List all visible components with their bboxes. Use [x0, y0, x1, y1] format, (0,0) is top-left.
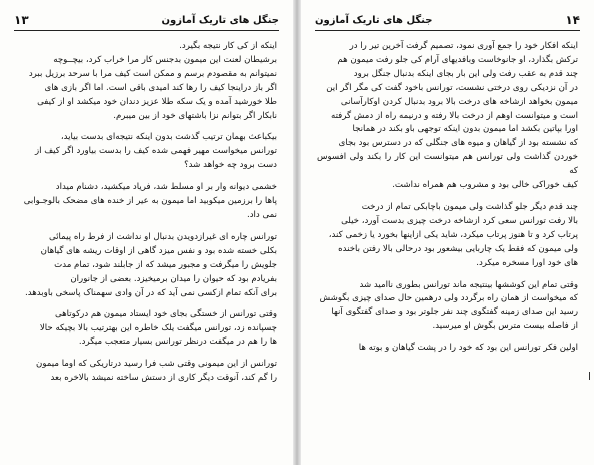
text-line: ولی میمون که فقط یک چاربایی بیشعور بود درحالی بالا رفتن باخنده [338, 243, 578, 254]
paragraph [16, 308, 277, 350]
text-line: نمیتوانم به مقصودم برسم و ممکن است کیف مرا با سرحد برزیل ببرد [28, 68, 277, 79]
book-gutter [293, 0, 301, 465]
text-line: در آن نزدیکی روی درختی نشست، تورانس باخود گفت کی مگر اگر این [326, 82, 578, 93]
text-line: نمی داد. [246, 209, 277, 220]
text-line: خوردن گذاشت ولی تورانس هم میتوانست این کار را بکند ولی افسوس که [317, 152, 578, 177]
right-page-header [315, 10, 580, 31]
text-line: بیکباعث بهمان ترتیب گذشت بدون اینکه نتیجه‌ای بدست بیاید، [60, 132, 277, 143]
text-line: نابکار اگر بتوانم نزا باشتهای خود از بین میبرم. [113, 110, 277, 121]
text-line: خشمی دیوانه وار بر او مسلط شد، فریاد میکشید، دشنام میداد [55, 182, 277, 193]
text-line: میمون بخواهد ازشاخه های درخت بالا برود بدنبال کردن اوکارآسانی [340, 96, 578, 107]
text-line: اینکه افکار خود را جمع آوری نمود، تصمیم گرفت آخرین تیر را در [349, 41, 578, 51]
right-page-body [317, 40, 578, 459]
text-line: جلویش را میگرفت و مجبور میشد که از جابلند شود، تمام مدت [54, 259, 277, 270]
text-line: چند قدم به عقب رفت ولی این بار بجای اینکه بدنبال جنگل برود [353, 68, 578, 79]
page-number: ۱۳ [14, 13, 29, 27]
text-line: طلا خورشید آمده و یک سکه طلا عزیز دندان خود میکشد او از کیفی [37, 96, 277, 107]
text-line: اورا بپاتین بکشد اما میمون بدون اینکه توجهی باو بکند در همانجا [352, 124, 578, 135]
paragraph [16, 131, 277, 173]
text-line: تورانس چاره ای غیرازدویدن بدنبال او نداشت از فرط راه پیمائی [48, 231, 277, 242]
paragraph [16, 181, 277, 223]
left-page-body [16, 40, 277, 459]
text-line: وقتی تمام این کوششها بینتیجه ماند تورانس بطوری ناامید شد [359, 279, 578, 290]
right-page [301, 0, 594, 465]
text-line: وقتی تورانس از خستگی بجای خود ایستاد میمون هم درکوتاهی [54, 309, 277, 320]
text-line: تورانس از این میمونی وقتی شب فرا رسید درتاریکی که اوما میمون [36, 359, 277, 370]
text-line: برشیطان لعنت این میمون بدجنس کار مرا خراب کرد، بیچــوچه [53, 54, 277, 65]
text-line: که نشسته بود از گیاهان و میوه های جنگلی که در دسترس بود بجای [338, 138, 578, 149]
text-line: های خود اورا مسخره میکرد. [476, 257, 578, 268]
text-line: چسپانده زد، تورانس میگفت یلک خاطره این بهترتیب بالا بچیکه حالا [39, 323, 277, 334]
text-line: ها را هم در میگفت درنظر تورانس بسیار متعجب میگرد. [78, 337, 277, 348]
text-line: که میخواست از همان راه برگردد ولی درهمین حال صدای چیزی بگوشش [319, 293, 578, 304]
left-page [0, 0, 293, 465]
paragraph [16, 358, 277, 386]
text-line: پاها را برزمین میکوبید اما میمون به عیر از خنده های مضحک بالوجـوابی [23, 196, 277, 207]
text-line: دست برود چه خواهد شد؟ [184, 160, 277, 171]
text-line: تورانس میخواست مهیر فهمی شده کیف را بدست بیاورد اگر کیف از [34, 146, 277, 157]
running-title: جنگل های تاریک آمازون [161, 14, 279, 26]
text-line: را گم کند، آنوقت دیگر کاری از دستش ساخته نمیشد بالاخره بعد [50, 373, 277, 384]
text-line: اگر باز دراینجا کیف را رها کند امیدی باقی است. اما اگر بازی های [44, 82, 277, 93]
text-line: برای آنکه تمام ازکسی نمی آید که در آن وادی سهمناک پاسخی باوبدهد. [25, 287, 277, 298]
running-title: جنگل های تاریک آمازون [315, 14, 433, 26]
paragraph [16, 231, 277, 301]
paragraph [317, 342, 578, 356]
text-line: بفریادم بود که حیوان را میدان برمیخیزد. بعضی از جانوران [70, 273, 277, 284]
text-line: رسید این صدای زمینه گفتگوی چند نفر جلوتر بود و صدای گفتگوی آنها [331, 307, 578, 318]
paragraph [317, 201, 578, 271]
paragraph [16, 40, 277, 123]
paragraph [317, 40, 578, 193]
margin-mark [589, 372, 590, 380]
text-line: ترکش بگذارد، او جانوخاست وبافدیهای آرام کی جلو رفت میمون هم [337, 54, 578, 65]
text-line: پرتاب کرد و تا هنوز پرتاب میکرد، شاید یکی ازاینها بخورد یا زخمی کند، [328, 229, 578, 240]
text-line: کیف خوراکی خالی بود و مشروب هم همراه نداشت. [392, 180, 578, 191]
text-line: از فاصله بیست مترس بگوش او میرسید. [432, 321, 578, 332]
text-line: چند قدم دیگر جلو گذاشت ولی میمون باچابکی تمام از درخت [361, 201, 578, 212]
text-line: است و میتوانست اوهم از درخت بالا رفته و درنیمه راه از دمش گرفته [330, 110, 578, 121]
text-line: اولین فکر تورانس این بود که خود را در پشت گیاهان و بوته ها [358, 343, 578, 354]
text-line: بالا رفت تورانس سعی کرد ازشاخه درخت چیزی بدست آورد، خیلی [341, 215, 578, 226]
text-line: بکلی خسته شده بود و نفس میزد گاهی از اوقات ریشه های گیاهان [40, 245, 277, 256]
left-page-header [14, 10, 279, 31]
text-line: اینکه از کی کار نتیجه بگیرد. [179, 41, 277, 51]
page-number: ۱۴ [565, 13, 580, 27]
paragraph [317, 279, 578, 335]
